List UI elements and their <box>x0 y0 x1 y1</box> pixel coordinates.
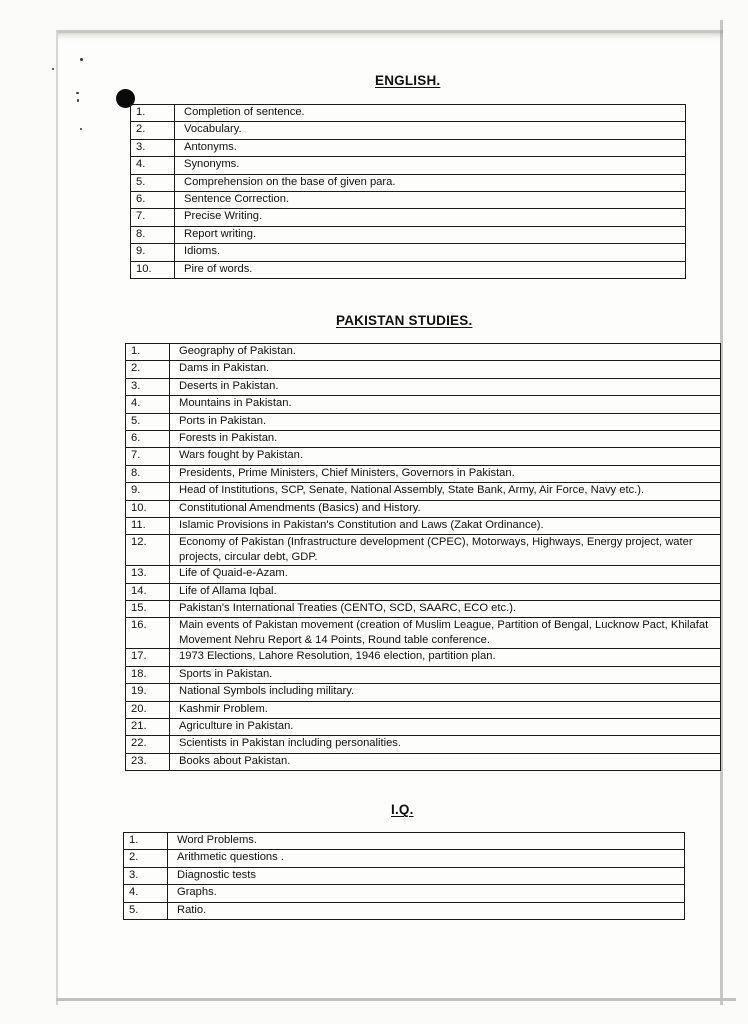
table-row <box>126 666 721 683</box>
item-text: Deserts in Pakistan. <box>170 378 721 395</box>
item-number: 1. <box>131 105 175 122</box>
scan-speck <box>52 68 54 70</box>
item-text: Dams in Pakistan. <box>170 361 721 378</box>
item-text: Idioms. <box>175 244 686 261</box>
item-number: 14. <box>126 583 170 600</box>
table-row <box>126 535 721 566</box>
table-row <box>124 850 685 867</box>
item-number: 3. <box>126 378 170 395</box>
table-body <box>131 105 686 279</box>
item-number: 6. <box>126 430 170 447</box>
item-text: Antonyms. <box>175 139 686 156</box>
table-row <box>126 618 721 649</box>
item-text: Life of Quaid-e-Azam. <box>170 566 721 583</box>
item-text: Presidents, Prime Ministers, Chief Ministers, Governors in Pakistan. <box>170 465 721 482</box>
item-number: 2. <box>124 850 168 867</box>
table-row <box>131 261 686 278</box>
item-number: 10. <box>126 500 170 517</box>
section-heading-pakistan-studies: PAKISTAN STUDIES. <box>336 313 473 328</box>
section-heading-iq: I.Q. <box>391 802 414 817</box>
item-text: Constitutional Amendments (Basics) and History. <box>170 500 721 517</box>
item-number: 5. <box>131 174 175 191</box>
item-text: Head of Institutions, SCP, Senate, National Assembly, State Bank, Army, Air Force, Navy etc.). <box>170 483 721 500</box>
table-body <box>124 833 685 920</box>
table-row <box>131 157 686 174</box>
scan-speck <box>80 128 82 130</box>
table-row <box>126 448 721 465</box>
table-row <box>126 701 721 718</box>
table-row <box>124 867 685 884</box>
item-number: 16. <box>126 618 170 649</box>
item-text: Ratio. <box>168 902 685 919</box>
item-number: 23. <box>126 753 170 770</box>
item-number: 8. <box>126 465 170 482</box>
item-number: 6. <box>131 191 175 208</box>
item-text: Mountains in Pakistan. <box>170 396 721 413</box>
table-row <box>131 105 686 122</box>
item-number: 11. <box>126 517 170 534</box>
item-number: 3. <box>124 867 168 884</box>
item-text: Vocabulary. <box>175 122 686 139</box>
item-number: 7. <box>126 448 170 465</box>
scan-speck <box>80 58 83 61</box>
table-row <box>126 413 721 430</box>
item-number: 15. <box>126 601 170 618</box>
table-row <box>126 753 721 770</box>
table-row <box>131 191 686 208</box>
item-number: 22. <box>126 736 170 753</box>
item-text: Forests in Pakistan. <box>170 430 721 447</box>
item-text: Pire of words. <box>175 261 686 278</box>
page-edge-bottom <box>56 998 736 1001</box>
item-number: 4. <box>124 885 168 902</box>
table-row <box>131 122 686 139</box>
table-row <box>126 378 721 395</box>
table-row <box>126 344 721 361</box>
table-row <box>126 483 721 500</box>
item-text: Main events of Pakistan movement (creation of Muslim League, Partition of Bengal, Lucknow Pact, Khilafat Movement Nehru Report & 14 Points, Round table conference. <box>170 618 721 649</box>
scan-speck <box>77 99 79 102</box>
item-text: Geography of Pakistan. <box>170 344 721 361</box>
item-number: 10. <box>131 261 175 278</box>
table-row <box>124 902 685 919</box>
item-text: Ports in Pakistan. <box>170 413 721 430</box>
item-number: 7. <box>131 209 175 226</box>
table-row <box>126 500 721 517</box>
table-row <box>131 139 686 156</box>
item-text: Precise Writing. <box>175 209 686 226</box>
item-number: 1. <box>124 833 168 850</box>
item-text: National Symbols including military. <box>170 684 721 701</box>
pakistan-studies-topics-table <box>125 343 721 771</box>
english-topics-table <box>130 104 686 279</box>
item-number: 13. <box>126 566 170 583</box>
item-number: 4. <box>126 396 170 413</box>
item-number: 2. <box>126 361 170 378</box>
table-row <box>126 583 721 600</box>
item-number: 21. <box>126 719 170 736</box>
item-number: 9. <box>126 483 170 500</box>
item-number: 8. <box>131 226 175 243</box>
table-row <box>131 244 686 261</box>
item-text: Pakistan's International Treaties (CENTO, SCD, SAARC, ECO etc.). <box>170 601 721 618</box>
item-text: Report writing. <box>175 226 686 243</box>
table-row <box>124 833 685 850</box>
item-number: 3. <box>131 139 175 156</box>
item-text: Sentence Correction. <box>175 191 686 208</box>
item-number: 2. <box>131 122 175 139</box>
table-row <box>126 684 721 701</box>
item-number: 5. <box>126 413 170 430</box>
table-row <box>124 885 685 902</box>
item-text: Completion of sentence. <box>175 105 686 122</box>
table-row <box>126 465 721 482</box>
table-row <box>131 209 686 226</box>
table-row <box>126 649 721 666</box>
item-text: Word Problems. <box>168 833 685 850</box>
table-row <box>131 226 686 243</box>
table-row <box>126 396 721 413</box>
item-text: Wars fought by Pakistan. <box>170 448 721 465</box>
item-text: Scientists in Pakistan including personalities. <box>170 736 721 753</box>
table-row <box>126 736 721 753</box>
item-text: Diagnostic tests <box>168 867 685 884</box>
table-body <box>126 344 721 771</box>
table-row <box>131 174 686 191</box>
item-text: Islamic Provisions in Pakistan's Constitution and Laws (Zakat Ordinance). <box>170 517 721 534</box>
item-number: 20. <box>126 701 170 718</box>
table-row <box>126 430 721 447</box>
item-text: Economy of Pakistan (Infrastructure development (CPEC), Motorways, Highways, Energy project, water projects, circular debt, GDP. <box>170 535 721 566</box>
scan-speck <box>76 92 79 94</box>
item-text: Graphs. <box>168 885 685 902</box>
item-number: 5. <box>124 902 168 919</box>
table-row <box>126 566 721 583</box>
item-number: 9. <box>131 244 175 261</box>
table-row <box>126 361 721 378</box>
item-text: Kashmir Problem. <box>170 701 721 718</box>
item-text: Books about Pakistan. <box>170 753 721 770</box>
iq-topics-table <box>123 832 685 920</box>
item-text: Life of Allama Iqbal. <box>170 583 721 600</box>
table-row <box>126 719 721 736</box>
item-number: 4. <box>131 157 175 174</box>
item-number: 1. <box>126 344 170 361</box>
section-heading-english: ENGLISH. <box>375 73 441 88</box>
item-number: 12. <box>126 535 170 566</box>
item-number: 17. <box>126 649 170 666</box>
item-text: Agriculture in Pakistan. <box>170 719 721 736</box>
item-text: Sports in Pakistan. <box>170 666 721 683</box>
item-text: Comprehension on the base of given para. <box>175 174 686 191</box>
item-text: Synonyms. <box>175 157 686 174</box>
item-text: 1973 Elections, Lahore Resolution, 1946 election, partition plan. <box>170 649 721 666</box>
table-row <box>126 601 721 618</box>
table-row <box>126 517 721 534</box>
item-number: 18. <box>126 666 170 683</box>
item-number: 19. <box>126 684 170 701</box>
item-text: Arithmetic questions . <box>168 850 685 867</box>
